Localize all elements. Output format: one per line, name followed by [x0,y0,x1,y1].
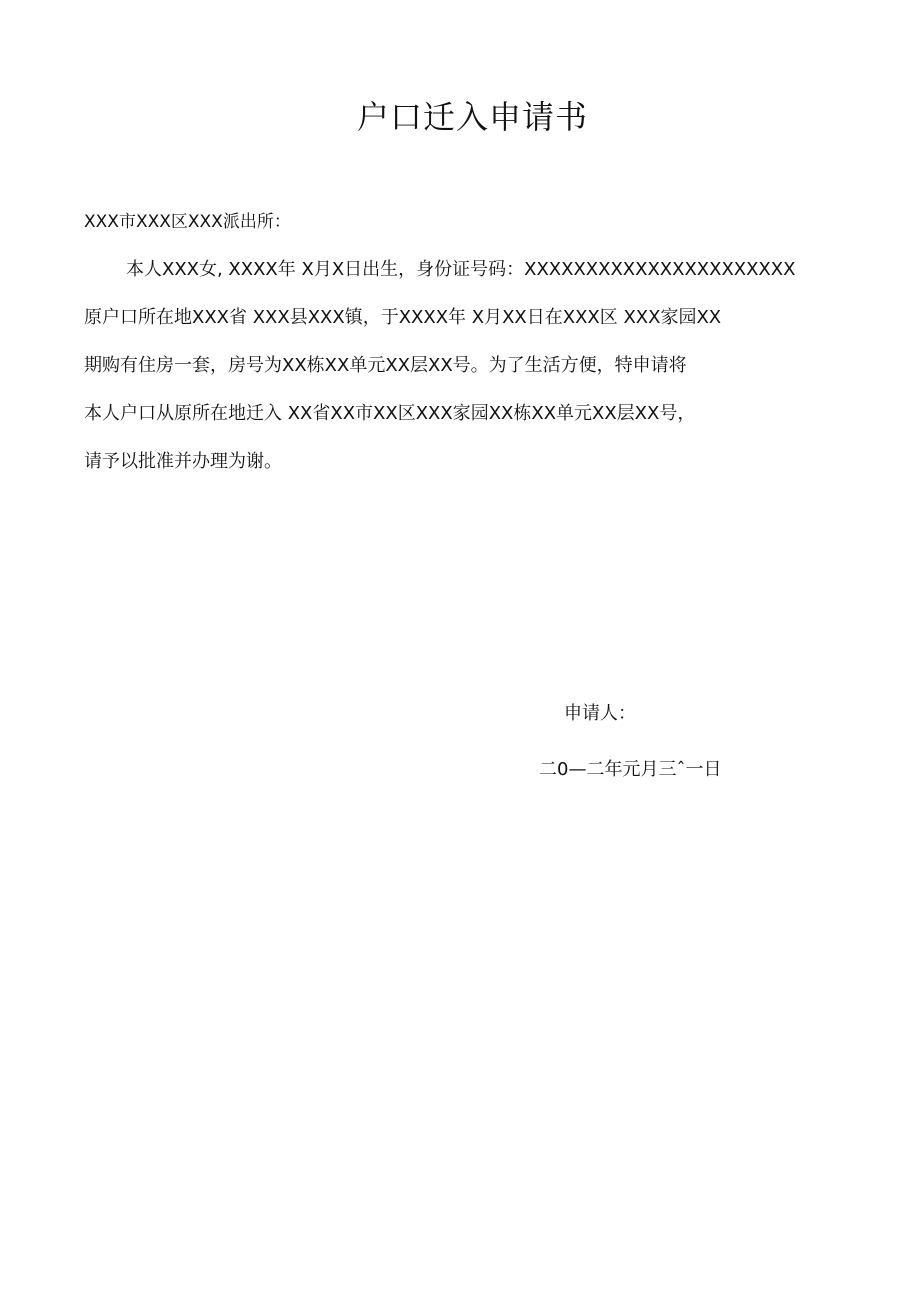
signature-date: 二0—二年元月三ˆ一日 [539,759,722,780]
body-line-3: 期购有住房一套，房号为XX栋XX单元XX层XX号。为了生活方便，特申请将 [84,355,687,376]
signature-label: 申请人： [564,703,636,724]
body-line-1: 本人XXX女, XXXX年 X月X日出生，身份证号码：XXXXXXXXXXXXXXXXXXXXXX [126,259,796,280]
salutation-line: XXX市XXX区XXX派出所： [84,212,291,232]
body-line-2: 原户口所在地XXX省 XXX县XXX镇，于XXXX年 X月XX日在XXX区 XXX家园XX [84,307,722,328]
document-title: 户口迁入申请书 [356,98,588,136]
body-line-5: 请予以批准并办理为谢。 [84,451,282,472]
body-line-4: 本人户口从原所在地迁入 XX省XX市XX区XXX家园XX栋XX单元XX层XX号， [84,403,696,424]
